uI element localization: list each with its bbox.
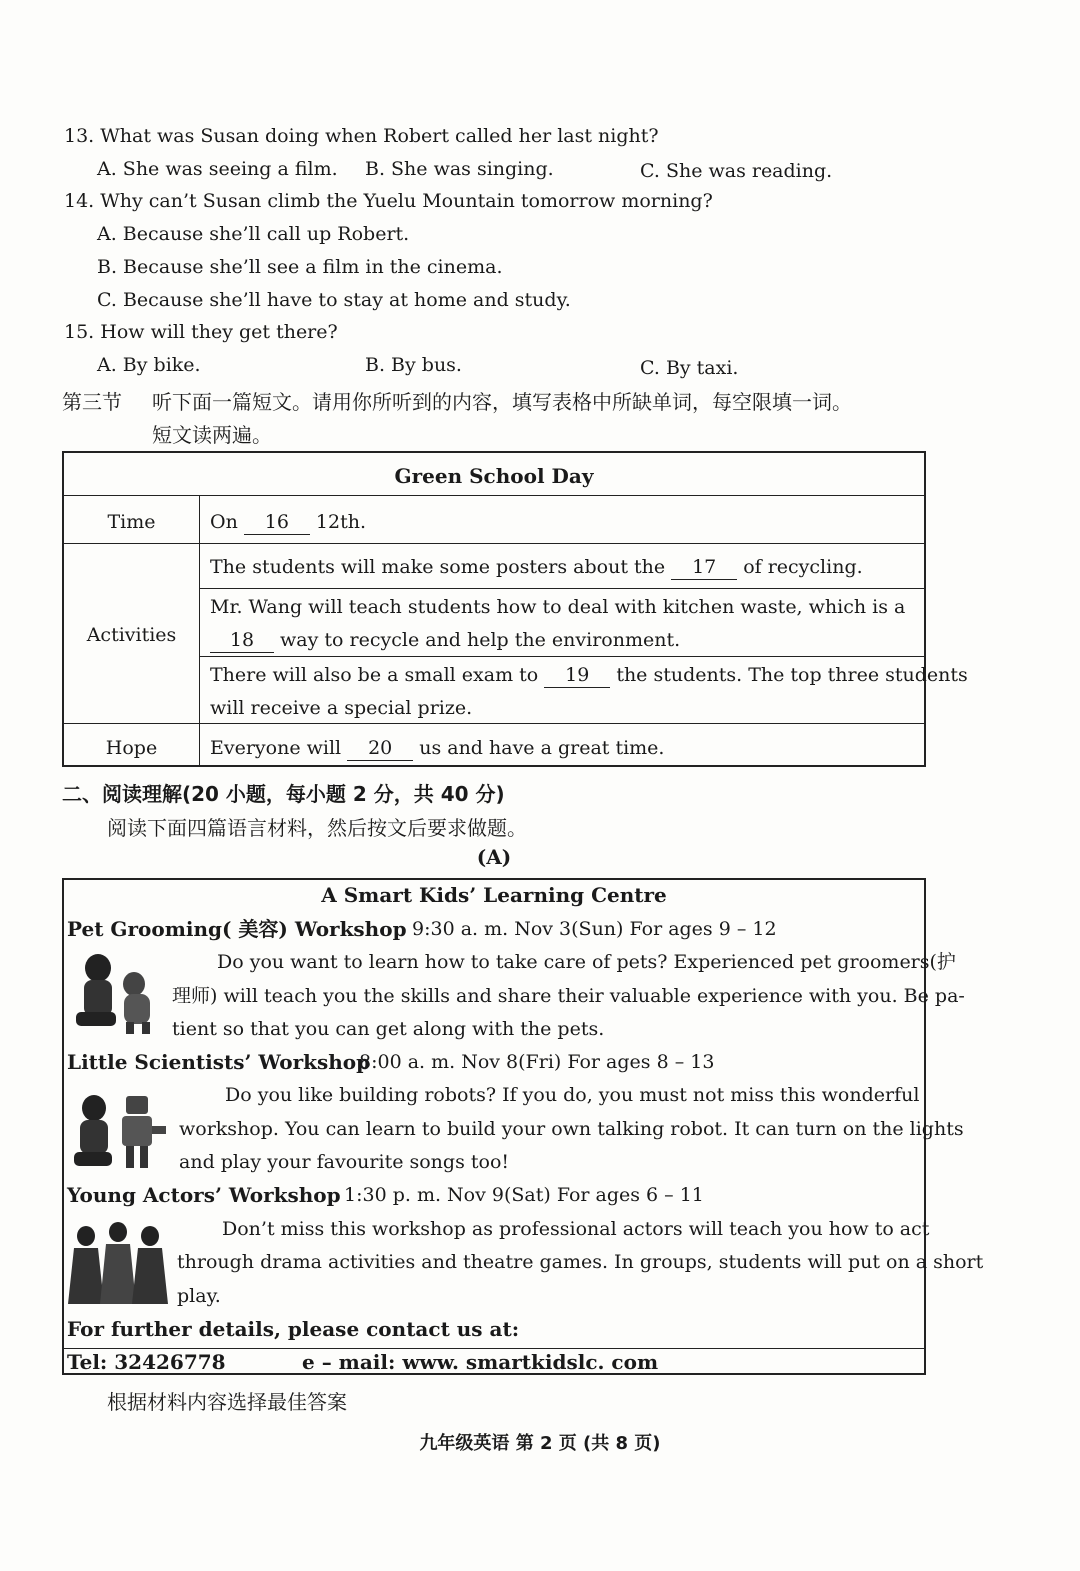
activity-1: The students will make some posters about the 17 of recycling. bbox=[210, 556, 863, 578]
workshop-3-desc-1: Don’t miss this workshop as professional actors will teach you how to act bbox=[222, 1218, 930, 1240]
section3-instruction-2: 短文读两遍。 bbox=[152, 423, 272, 447]
workshop-1-desc-1: Do you want to learn how to take care of pets? Experienced pet groomers(护 bbox=[217, 951, 956, 973]
workshop-3-title: Young Actors’ Workshop bbox=[67, 1183, 341, 1207]
workshop-3-desc-2: through drama activities and theatre games. In groups, students will put on a short bbox=[177, 1251, 984, 1273]
workshop-3-desc-3: play. bbox=[177, 1285, 221, 1307]
workshop-1-title: Pet Grooming( 美容) Workshop bbox=[67, 917, 407, 941]
blank-18[interactable]: 18 bbox=[210, 628, 274, 653]
section3-label: 第三节 bbox=[62, 390, 122, 414]
activity-3-line2: will receive a special prize. bbox=[210, 697, 473, 719]
workshop-1-desc-3: tient so that you can get along with the pets. bbox=[172, 1018, 605, 1040]
robot-building-illustration bbox=[68, 1086, 172, 1178]
q15-option-a[interactable]: A. By bike. bbox=[97, 354, 201, 376]
activities-label: Activities bbox=[86, 624, 177, 646]
section3-instruction: 听下面一篇短文。请用你所听到的内容，填写表格中所缺单词，每空限填一词。 bbox=[152, 390, 852, 414]
q15-option-c[interactable]: C. By taxi. bbox=[640, 357, 739, 379]
blank-17[interactable]: 17 bbox=[671, 555, 737, 580]
q14-option-c[interactable]: C. Because she’ll have to stay at home and study. bbox=[97, 289, 571, 311]
blank-19[interactable]: 19 bbox=[544, 663, 610, 688]
workshop-2-title: Little Scientists’ Workshop bbox=[67, 1050, 371, 1074]
activity-2-line2: 18 way to recycle and help the environment. bbox=[210, 628, 680, 653]
time-row: On 16 12th. bbox=[210, 511, 367, 533]
passage-a-label: (A) bbox=[476, 845, 512, 869]
q13-option-c[interactable]: C. She was reading. bbox=[640, 160, 833, 182]
learning-centre-ad bbox=[62, 878, 984, 1375]
choose-instruction: 根据材料内容选择最佳答案 bbox=[107, 1390, 347, 1414]
green-school-day-table bbox=[62, 451, 968, 767]
part2-instruction: 阅读下面四篇语言材料，然后按文后要求做题。 bbox=[107, 816, 527, 840]
workshop-1-info: 9:30 a. m. Nov 3(Sun) For ages 9 – 12 bbox=[412, 918, 777, 940]
q13-option-b[interactable]: B. She was singing. bbox=[365, 158, 554, 180]
q13-stem: 13. What was Susan doing when Robert called her last night? bbox=[64, 125, 659, 147]
hope-label: Hope bbox=[105, 737, 158, 759]
workshop-1-desc-2: 理师) will teach you the skills and share their valuable experience with you. Be pa- bbox=[172, 985, 965, 1007]
blank-20[interactable]: 20 bbox=[347, 736, 413, 761]
contact-email[interactable]: e – mail: www. smartkidslc. com bbox=[302, 1350, 659, 1374]
ad-title: A Smart Kids’ Learning Centre bbox=[321, 883, 667, 907]
pet-grooming-illustration bbox=[68, 950, 164, 1038]
q13-option-a[interactable]: A. She was seeing a film. bbox=[97, 158, 338, 180]
page-footer: 九年级英语 第 2 页 (共 8 页) bbox=[419, 1433, 661, 1454]
q14-option-b[interactable]: B. Because she’ll see a film in the cinema. bbox=[97, 256, 503, 278]
q14-stem: 14. Why can’t Susan climb the Yuelu Mountain tomorrow morning? bbox=[64, 190, 713, 212]
q15-option-b[interactable]: B. By bus. bbox=[365, 354, 462, 376]
blank-16[interactable]: 16 bbox=[244, 510, 310, 535]
q15-stem: 15. How will they get there? bbox=[64, 321, 338, 343]
workshop-2-desc-3: and play your favourite songs too! bbox=[179, 1151, 510, 1173]
workshop-2-info: 8:00 a. m. Nov 8(Fri) For ages 8 – 13 bbox=[359, 1051, 715, 1073]
young-actors-illustration bbox=[68, 1220, 172, 1312]
table-title: Green School Day bbox=[394, 464, 594, 488]
hope-row: Everyone will 20 us and have a great time. bbox=[210, 737, 665, 759]
workshop-3-info: 1:30 p. m. Nov 9(Sat) For ages 6 – 11 bbox=[344, 1184, 704, 1206]
contact-line: For further details, please contact us at: bbox=[67, 1317, 520, 1341]
contact-tel: Tel: 32426778 bbox=[67, 1350, 226, 1374]
q14-option-a[interactable]: A. Because she’ll call up Robert. bbox=[97, 223, 410, 245]
activity-3: There will also be a small exam to 19 the students. The top three students bbox=[210, 664, 968, 686]
workshop-2-desc-2: workshop. You can learn to build your own talking robot. It can turn on the lights bbox=[179, 1118, 964, 1140]
part2-heading: 二、阅读理解(20 小题，每小题 2 分，共 40 分) bbox=[62, 782, 505, 806]
time-label: Time bbox=[107, 511, 156, 533]
workshop-2-desc-1: Do you like building robots? If you do, you must not miss this wonderful bbox=[225, 1084, 920, 1106]
activity-2: Mr. Wang will teach students how to deal with kitchen waste, which is a bbox=[210, 596, 906, 618]
